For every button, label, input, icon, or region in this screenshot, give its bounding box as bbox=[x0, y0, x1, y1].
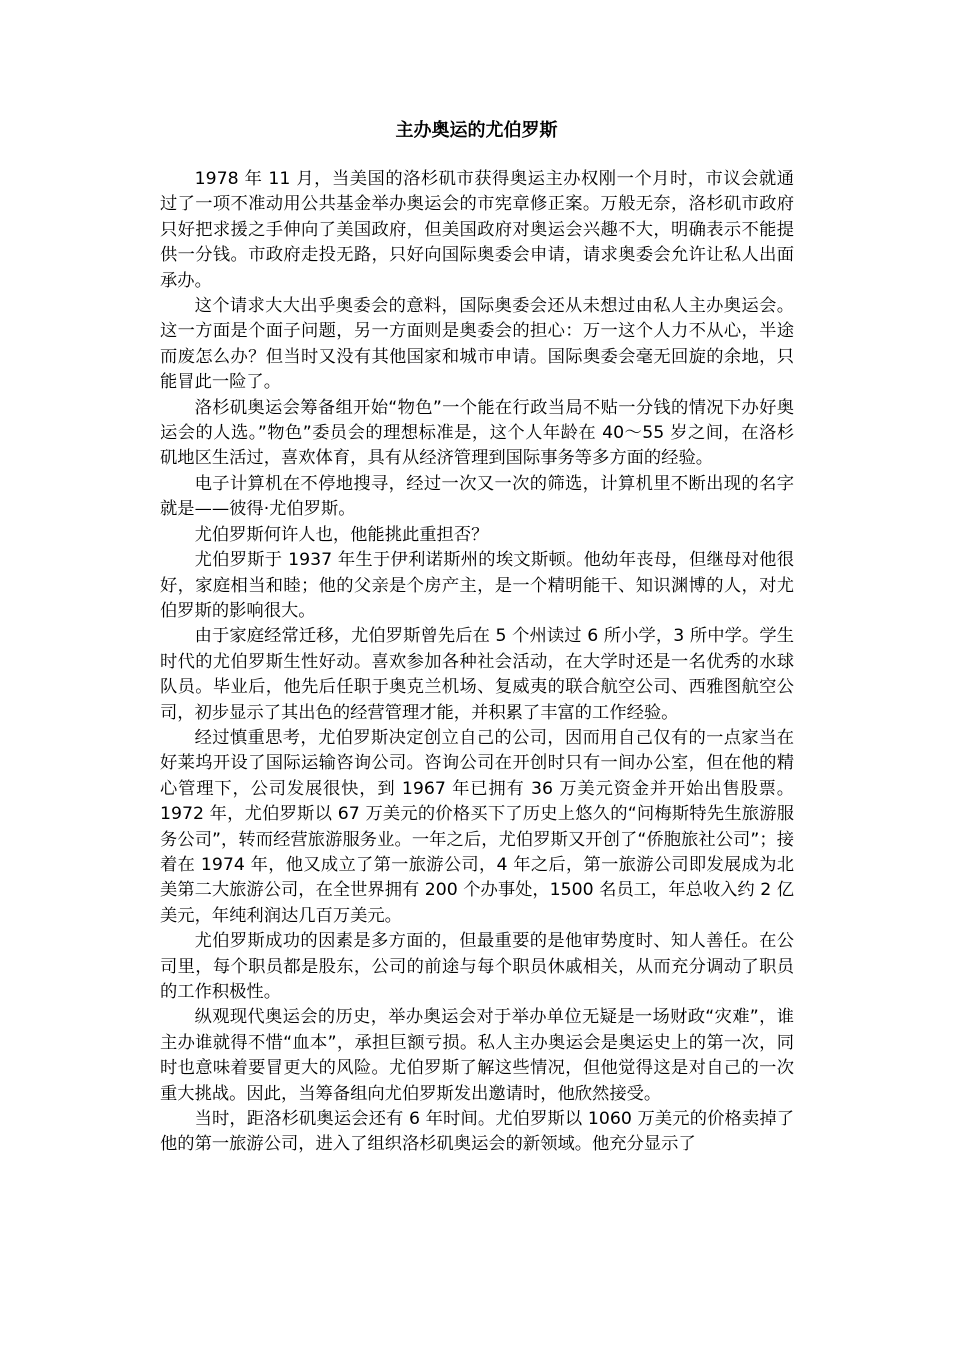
paragraph-6: 尤伯罗斯于 1937 年生于伊利诺斯州的埃文斯顿。他幼年丧母，但继母对他很好，家庭相当和睦；他的父亲是个房产主，是一个精明能干、知识渊博的人，对尤伯罗斯的影响很大。 bbox=[160, 550, 794, 621]
paragraph-8: 经过慎重思考，尤伯罗斯决定创立自己的公司，因而用自己仅有的一点家当在好莱坞开设了国际运输咨询公司。咨询公司在开创时只有一间办公室，但在他的精心管理下，公司发展很快，到 1967 年已拥有 36 万美元资金并开始出售股票。1972 年，尤伯罗斯以 67 万美元的价格买下了历史上悠久的“问梅斯特先生旅游服务公司”，转而经营旅游服务业。一年之后，尤伯罗斯又开创了“侨胞旅社公司”；接着在 1974 年，他又成立了第一旅游公司，4 年之后，第一旅游公司即发展成为北美第二大旅游公司，在全世界拥有 200 个办事处，1500 名员工，年总收入约 2 亿美元，年纯利润达几百万美元。 bbox=[160, 727, 794, 926]
paragraph-4: 电子计算机在不停地搜寻，经过一次又一次的筛选，计算机里不断出现的名字就是——彼得·尤伯罗斯。 bbox=[160, 473, 794, 520]
paragraph-5: 尤伯罗斯何许人也，他能挑此重担否？ bbox=[194, 524, 489, 545]
paragraph-1: 1978 年 11 月，当美国的洛杉矶市获得奥运主办权刚一个月时，市议会就通过了一项不准动用公共基金举办奥运会的市宪章修正案。万般无奈，洛杉矶市政府只好把求援之手伸向了美国政府，但美国政府对奥运会兴趣不大，明确表示不能提供一分钱。市政府走投无路，只好向国际奥委会申请，请求奥委会允许让私人出面承办。 bbox=[160, 169, 794, 291]
paragraph-9: 尤伯罗斯成功的因素是多方面的，但最重要的是他审势度时、知人善任。在公司里，每个职员都是股东，公司的前途与每个职员休戚相关，从而充分调动了职员的工作积极性。 bbox=[160, 931, 794, 1002]
paragraph-2: 这个请求大大出乎奥委会的意料，国际奥委会还从未想过由私人主办奥运会。这一方面是个面子问题，另一方面则是奥委会的担心：万一这个人力不从心，半途而废怎么办？但当时又没有其他国家和城市申请。国际奥委会毫无回旋的余地，只能冒此一险了。 bbox=[160, 296, 794, 393]
paragraph-10: 纵观现代奥运会的历史，举办奥运会对于举办单位无疑是一场财政“灾难”，谁主办谁就得不惜“血本”，承担巨额亏损。私人主办奥运会是奥运史上的第一次，同时也意味着要冒更大的风险。尤伯罗斯了解这些情况，但他觉得这是对自己的一次重大挑战。因此，当筹备组向尤伯罗斯发出邀请时，他欣然接受。 bbox=[160, 1007, 794, 1104]
paragraph-11: 当时，距洛杉矶奥运会还有 6 年时间。尤伯罗斯以 1060 万美元的价格卖掉了他的第一旅游公司，进入了组织洛杉矶奥运会的新领域。他充分显示了 bbox=[160, 1109, 794, 1155]
document-body bbox=[160, 167, 794, 1158]
paragraph-3: 洛杉矶奥运会筹备组开始“物色”一个能在行政当局不贴一分钱的情况下办好奥运会的人选。”物色”委员会的理想标准是，这个人年龄在 40～55 岁之间，在洛杉矶地区生活过，喜欢体育，具有从经济管理到国际事务等多方面的经验。 bbox=[160, 397, 794, 469]
paragraph-7: 由于家庭经常迁移，尤伯罗斯曾先后在 5 个州读过 6 所小学，3 所中学。学生时代的尤伯罗斯生性好动。喜欢参加各种社会活动，在大学时还是一名优秀的水球队员。毕业后，他先后任职于奥克兰机场、复威夷的联合航空公司、西雅图航空公司，初步显示了其出色的经营管理才能，并积累了丰富的工作经验。 bbox=[160, 626, 794, 723]
document-title: 主办奥运的尤伯罗斯 bbox=[395, 120, 558, 141]
